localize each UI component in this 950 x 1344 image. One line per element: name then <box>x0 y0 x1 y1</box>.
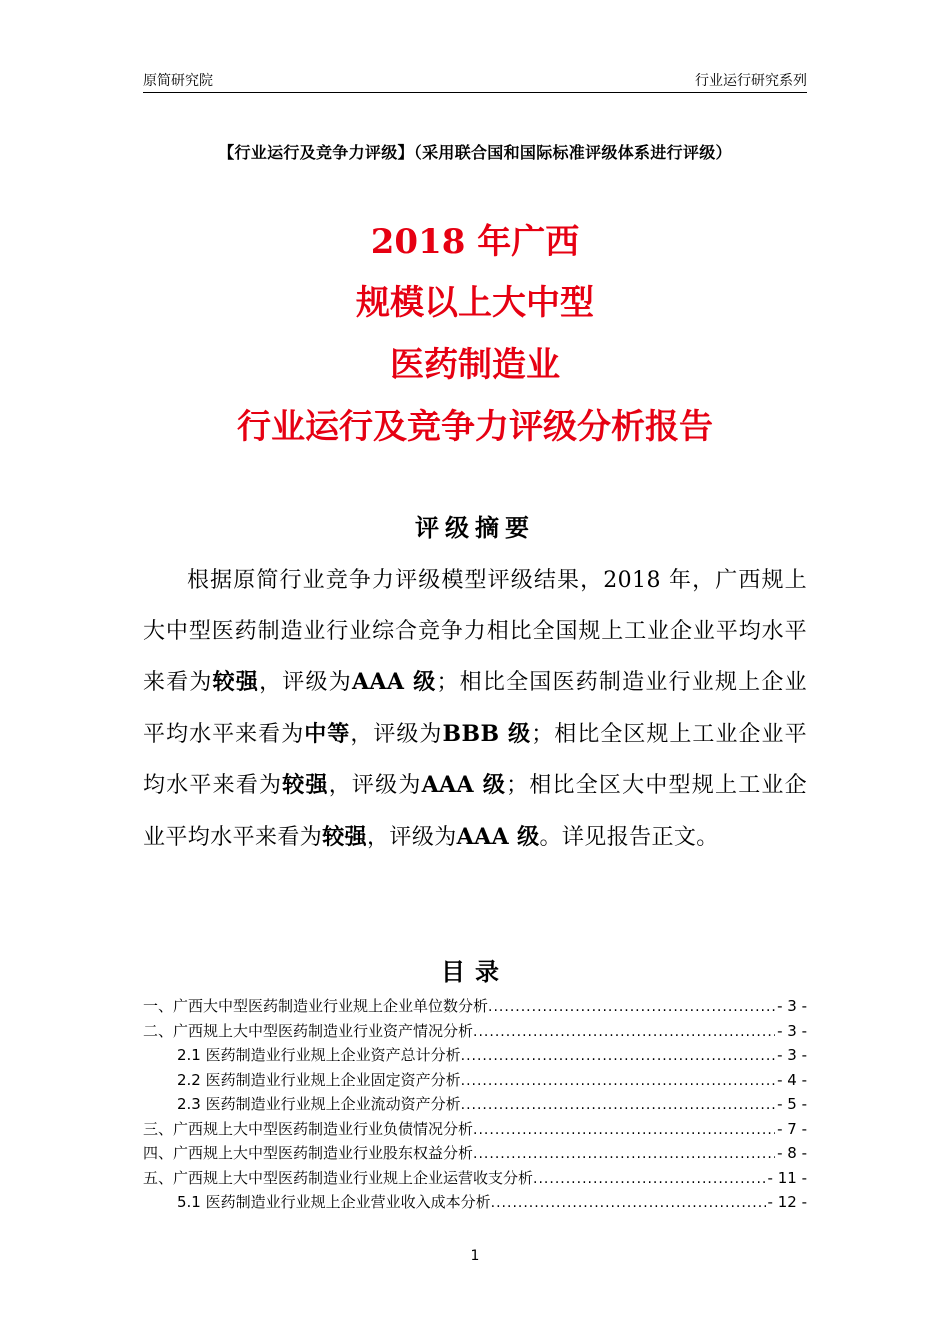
summary-text: ，评级为 <box>328 773 422 798</box>
toc-entry-title: 5.1 医药制造业行业规上企业营业收入成本分析 <box>177 1193 491 1211</box>
header-org-name: 原简研究院 <box>143 73 213 89</box>
report-title-line-3: 医药制造业 <box>390 345 560 385</box>
toc-entry-title: 2.2 医药制造业行业规上企业固定资产分析 <box>177 1070 461 1089</box>
toc-entry[interactable] <box>143 1069 807 1094</box>
toc-leader-dots <box>533 1171 766 1187</box>
toc-entry-page: - 3 - <box>777 1021 807 1040</box>
toc-entry-title: 二、广西规上大中型医药制造业行业资产情况分析 <box>143 1021 474 1040</box>
summary-paragraph <box>143 556 807 863</box>
toc-entry[interactable] <box>143 1191 807 1216</box>
summary-emphasis: 中等 <box>304 720 351 747</box>
toc-entry-page: - 4 - <box>777 1070 807 1089</box>
toc-entry[interactable] <box>143 1044 807 1069</box>
toc-entry-title: 一、广西大中型医药制造业行业规上企业单位数分析 <box>143 997 489 1015</box>
toc-leader-dots <box>461 1073 775 1089</box>
summary-text: ；相比全区大中型规上工业企业平均水平来看为 <box>143 773 808 850</box>
toc-leader-dots <box>461 1097 775 1113</box>
report-title-line-4: 行业运行及竞争力评级分析报告 <box>237 407 713 447</box>
summary-emphasis: AAA 级 <box>351 669 437 695</box>
summary-heading: 评级摘要 <box>415 514 535 542</box>
summary-text: ；相比全国医药制造业行业规上企业平均水平来看为 <box>143 670 808 747</box>
toc-entry-page: - 11 - <box>767 1168 807 1187</box>
summary-text: 根据原简行业竞争力评级模型评级结果，2018 年，广西规上大中型医药制造业行业综合竞争力相比全国规上工业企业平均水平来看为 <box>143 568 807 695</box>
toc-entry[interactable] <box>143 1093 807 1118</box>
toc-entry[interactable] <box>143 1118 807 1143</box>
summary-emphasis: BBB 级 <box>442 720 532 747</box>
summary-text: ，评级为 <box>350 721 443 747</box>
toc-leader-dots <box>473 1146 775 1162</box>
summary-emphasis: 较强 <box>322 823 368 850</box>
page-header <box>143 70 807 93</box>
toc-entry-page: - 8 - <box>777 1144 807 1162</box>
toc-entry-title: 三、广西规上大中型医药制造业行业负债情况分析 <box>143 1119 474 1138</box>
toc-entry-title: 2.1 医药制造业行业规上企业资产总计分析 <box>177 1046 461 1064</box>
toc-entry[interactable] <box>143 1142 807 1167</box>
toc-entry[interactable] <box>143 1020 807 1045</box>
summary-text: ；相比全区规上工业企业平均水平来看为 <box>143 721 807 798</box>
summary-emphasis: AAA 级 <box>421 772 507 798</box>
header-series-name: 行业运行研究系列 <box>695 73 807 89</box>
toc-leader-dots <box>491 1195 766 1211</box>
toc-entry[interactable] <box>143 995 807 1020</box>
table-of-contents <box>143 995 807 1216</box>
report-title-line-2: 规模以上大中型 <box>356 283 594 323</box>
toc-leader-dots <box>473 1024 775 1040</box>
toc-entry-title: 五、广西规上大中型医药制造业行业规上企业运营收支分析 <box>143 1168 534 1187</box>
summary-text: ，评级为 <box>259 670 352 695</box>
toc-entry[interactable] <box>143 1167 807 1192</box>
toc-leader-dots <box>473 1122 775 1138</box>
toc-entry-page: - 3 - <box>777 997 807 1015</box>
toc-entry-title: 四、广西规上大中型医药制造业行业股东权益分析 <box>143 1144 474 1162</box>
toc-entry-page: - 12 - <box>767 1193 807 1211</box>
report-title-line-1: 2018 年广西 <box>370 222 580 262</box>
summary-text: ，评级为 <box>367 824 457 850</box>
summary-emphasis: AAA 级 <box>456 823 540 850</box>
summary-text: 。详见报告正文。 <box>539 824 719 850</box>
toc-entry-title: 2.3 医药制造业行业规上企业流动资产分析 <box>177 1095 461 1113</box>
summary-emphasis: 较强 <box>212 669 260 695</box>
toc-entry-page: - 3 - <box>777 1046 807 1064</box>
toc-entry-page: - 7 - <box>777 1119 807 1138</box>
toc-heading: 目录 <box>441 958 509 986</box>
page-number: 1 <box>470 1248 480 1264</box>
summary-emphasis: 较强 <box>282 772 329 798</box>
toc-entry-page: - 5 - <box>777 1095 807 1113</box>
rating-tagline: 【行业运行及竞争力评级】（采用联合国和国际标准评级体系进行评级） <box>218 143 732 162</box>
toc-leader-dots <box>488 999 775 1015</box>
toc-leader-dots <box>461 1048 775 1064</box>
